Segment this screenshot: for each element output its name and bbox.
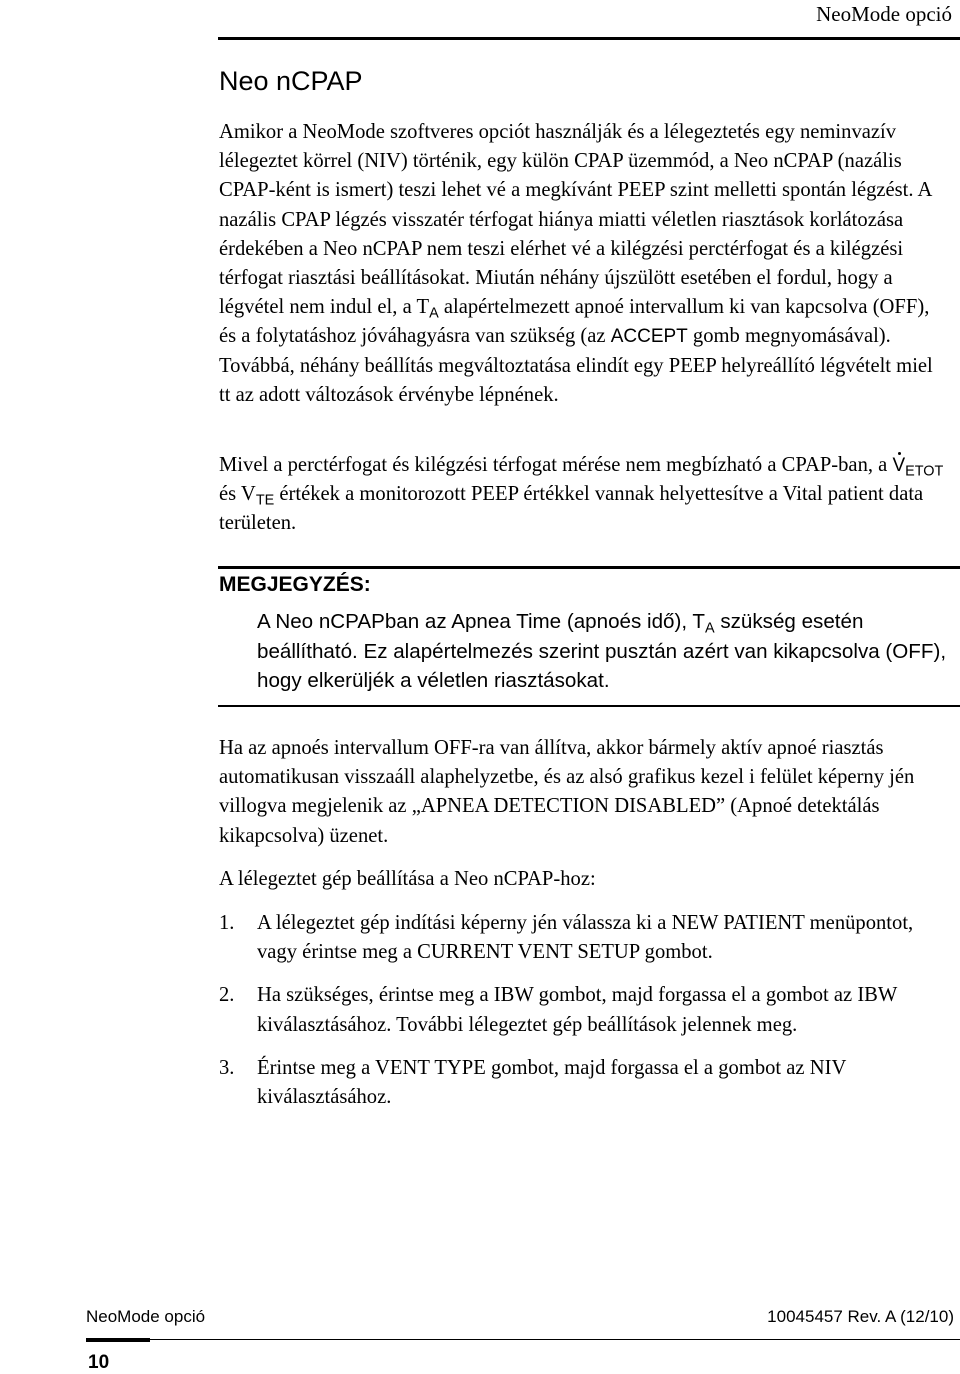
footer-document-id: 10045457 Rev. A (12/10)	[767, 1307, 954, 1326]
step1-text-a: A lélegeztet gép indítási képerny jén válassza ki a	[257, 912, 672, 934]
accept-key-label: ACCEPT	[610, 326, 688, 348]
page-number: 10	[88, 1352, 110, 1373]
footer-rule	[86, 1339, 960, 1340]
ibw-key-label: IBW	[493, 984, 534, 1007]
note-top-rule	[218, 566, 960, 569]
running-header: NeoMode opció	[816, 2, 952, 26]
step-number: 2.	[219, 984, 235, 1007]
section-title: Neo nCPAP	[219, 66, 363, 96]
note-text-b: szükség esetén beállítható. Ez alapértelmezés szerint pusztán azért van kikapcsolva (OFF), hogy elkerüljék a véletlen riasztásokat.	[257, 610, 947, 693]
apnea-paragraph: Ha az apnoés intervallum OFF-ra van állítva, akkor bármely aktív apnoé riasztás automatikusan visszaáll alaphelyzetbe, és az alsó grafikus kezel i felület képerny jén villogva megjelenik az „APNEA DETECTION DISABLED” (Apnoé detektálás kikapcsolva) üzenet.	[219, 737, 915, 847]
step2-text-a: Ha szükséges, érintse meg a	[257, 984, 494, 1007]
header-rule	[218, 37, 960, 40]
note-text-a: A Neo nCPAPban az Apnea Time (apnoés idő), T	[257, 610, 705, 633]
setup-steps-list	[219, 909, 949, 1112]
para1-text-a: Amikor a NeoMode szoftveres opciót használják és a lélegeztetés egy neminvazív lélegeztet körrel (NIV) történik, egy külön CPAP üzemmód, a Neo nCPAP (nazális CPAP-ként is ismert) teszi lehet vé a megkívánt PEEP szint melletti spontán légzést. A nazális CPAP légzés visszatér térfogat hiánya miatti véletlen riasztások korlátozása érdekében a Neo nCPAP nem teszi elérhet vé a kilégzési perctérfogat és a kilégzési térfogat riasztási beállításokat. Miután néhány újszülött esetében el fordul, hogy a légvétel nem indul el, a T	[219, 121, 932, 319]
para2-text-a: Mivel a perctérfogat és kilégzési térfogat mérése nem megbízható a CPAP-ban, a	[219, 454, 893, 476]
para2-text-c: értékek a monitorozott PEEP értékkel vannak helyettesítve a Vital patient data területen.	[219, 483, 924, 535]
setup-intro-paragraph: A lélegeztet gép beállítása a Neo nCPAP-hoz:	[219, 868, 596, 890]
cpap-volume-paragraph	[219, 451, 949, 539]
list-item	[219, 909, 949, 967]
note-body	[257, 607, 947, 696]
note-subscript: A	[705, 620, 715, 637]
vent-type-key-label: VENT TYPE	[375, 1056, 486, 1079]
step-number: 3.	[219, 1056, 235, 1079]
step-number: 1.	[219, 912, 235, 934]
new-patient-key-label: NEW PATIENT	[671, 912, 805, 934]
note-bottom-rule	[218, 705, 960, 707]
v-dot-symbol: V	[892, 451, 905, 480]
intro-paragraph	[219, 118, 949, 410]
para2-subscript-etot: ETOT	[905, 463, 944, 480]
step2-text-b: gombot, majd forgassa el a gombot az IBW kiválasztásához. További lélegeztet gép beállítások jelennek meg.	[257, 984, 897, 1036]
note-label: MEGJEGYZÉS:	[219, 573, 371, 596]
list-item	[219, 981, 949, 1039]
current-vent-setup-key-label: CURRENT VENT SETUP	[417, 941, 640, 964]
step3-text-b: gombot, majd forgassa el a gombot az NIV kiválasztásához.	[257, 1056, 846, 1109]
para1-subscript: A	[429, 305, 439, 322]
para1-text-b: alapértelmezett apnoé intervallum ki van kapcsolva (OFF), és a folytatáshoz jóváhagyásra van szükség (az	[219, 296, 930, 348]
para2-subscript-te: TE	[255, 492, 275, 509]
footer-left-title: NeoMode opció	[86, 1307, 206, 1326]
para2-text-b: és V	[219, 483, 256, 506]
footer-tab-bar	[86, 1338, 150, 1342]
para1-text-c: gomb megnyomásával). Továbbá, néhány beállítás megváltoztatása elindít egy PEEP helyreállító légvételt miel tt az adott változások érvénybe lépnének.	[219, 325, 933, 406]
step1-text-c: gombot.	[639, 941, 713, 964]
step1-text-b: menüpontot, vagy érintse meg a	[257, 912, 914, 964]
step3-text-a: Érintse meg a	[257, 1056, 376, 1079]
list-item	[219, 1054, 949, 1112]
